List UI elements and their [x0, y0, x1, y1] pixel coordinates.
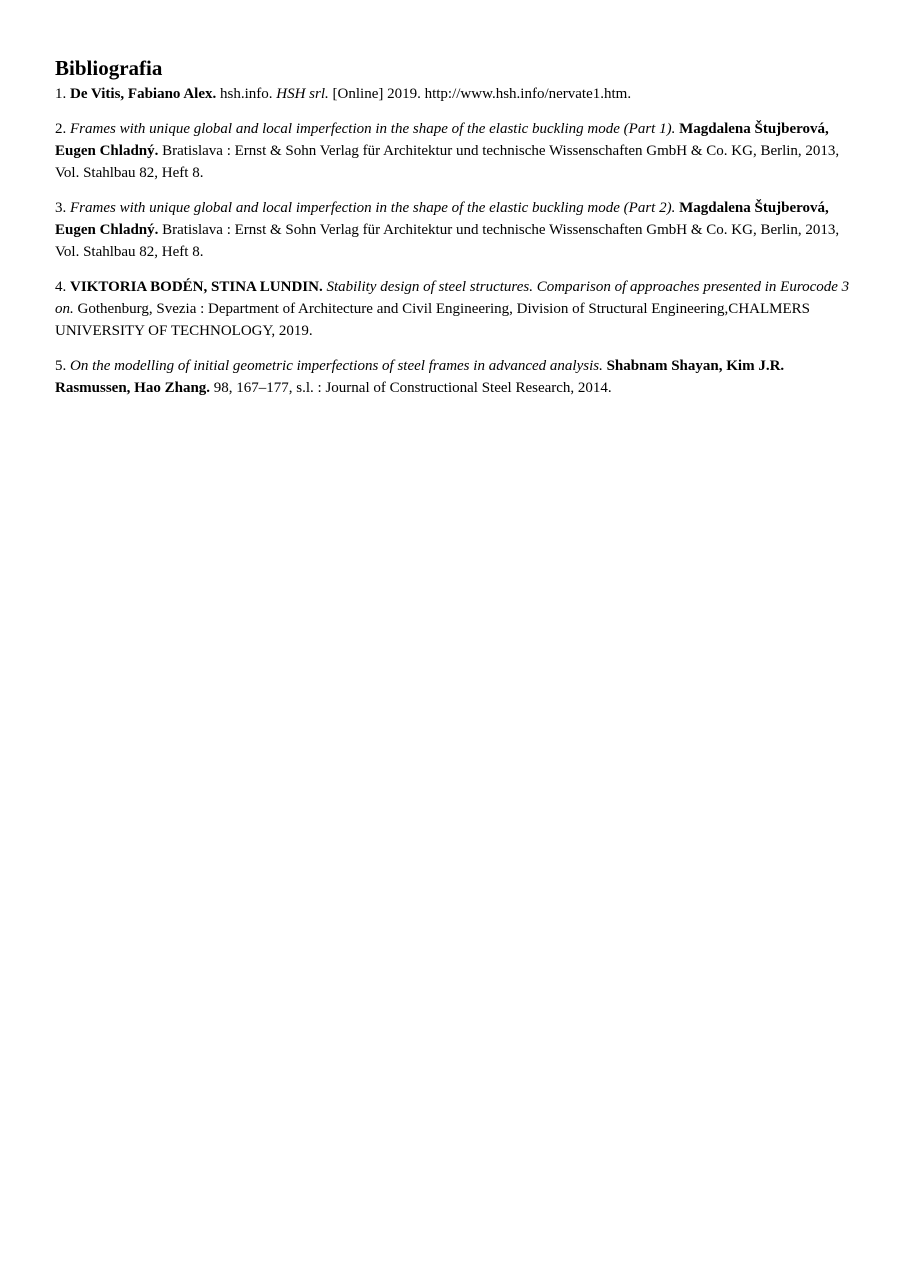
entry-title: Frames with unique global and local imperfection in the shape of the elastic buckling mode (Part 1). [70, 121, 676, 137]
entry-number: 2. [55, 121, 67, 137]
entry-text: [Online] 2019. http://www.hsh.info/nervate1.htm. [328, 86, 632, 102]
bibliography-entry [55, 355, 850, 399]
entry-text: Gothenburg, Svezia : Department of Architecture and Civil Engineering, Division of Structural Engineering,CHALMERS UNIVERSITY OF TECHNOLOGY, 2019. [55, 301, 810, 339]
entry-text: Bratislava : Ernst & Sohn Verlag für Architektur und technische Wissenschaften GmbH & Co. KG, Berlin, 2013, Vol. Stahlbau 82, Heft 8. [55, 222, 840, 260]
entry-title: HSH srl. [276, 86, 329, 102]
entry-title: Stability design of steel structures. Comparison of approaches presented in Eurocode 3 on. [55, 279, 850, 317]
entry-number: 5. [55, 358, 67, 374]
entry-text: 98, 167–177, s.l. : Journal of Constructional Steel Research, 2014. [210, 380, 612, 396]
entry-authors: Shabnam Shayan, Kim J.R. Rasmussen, Hao Zhang. [55, 358, 785, 396]
entry-authors: De Vitis, Fabiano Alex. [70, 86, 217, 102]
bibliography-entry [55, 197, 850, 263]
entry-title: On the modelling of initial geometric imperfections of steel frames in advanced analysis. [70, 358, 603, 374]
entry-text: Bratislava : Ernst & Sohn Verlag für Architektur und technische Wissenschaften GmbH & Co. KG, Berlin, 2013, Vol. Stahlbau 82, Heft 8. [55, 143, 840, 181]
bibliography-title: Bibliografia [55, 56, 163, 80]
entry-number: 3. [55, 200, 67, 216]
entry-authors: Magdalena Štujberová, Eugen Chladný. [55, 121, 829, 159]
bibliography-list [55, 83, 850, 399]
bibliography-entry [55, 83, 850, 105]
entry-authors: Magdalena Štujberová, Eugen Chladný. [55, 200, 829, 238]
entry-authors: VIKTORIA BODÉN, STINA LUNDIN. [70, 279, 323, 295]
entry-number: 1. [55, 86, 67, 102]
bibliography-entry [55, 118, 850, 184]
document-page [55, 55, 850, 412]
bibliography-entry [55, 276, 850, 342]
entry-number: 4. [55, 279, 67, 295]
entry-text: hsh.info. [216, 86, 277, 102]
entry-title: Frames with unique global and local imperfection in the shape of the elastic buckling mode (Part 2). [70, 200, 676, 216]
